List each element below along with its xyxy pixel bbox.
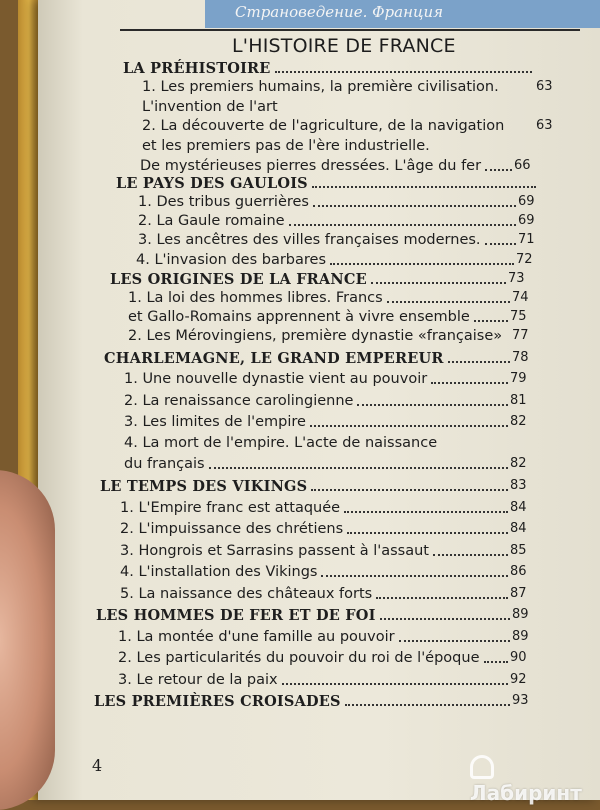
toc-section-title: LES HOMMES DE FER ET DE FOI xyxy=(96,607,376,624)
toc-page-number: 89 xyxy=(512,607,529,622)
toc-entry-title: du français xyxy=(124,456,205,472)
toc-entry-title: 3. Hongrois et Sarrasins passent à l'assaut xyxy=(120,543,429,559)
toc-leader xyxy=(387,298,510,303)
toc-entry xyxy=(0,500,600,522)
toc-leader xyxy=(484,658,509,663)
toc-page-number: 75 xyxy=(510,309,527,324)
toc-page-number: 85 xyxy=(510,543,527,558)
page-number: 4 xyxy=(92,756,103,775)
toc-entry-title: 4. L'invasion des barbares xyxy=(136,252,326,268)
toc-entry-title: et les premiers pas de l'ère industrielle. xyxy=(142,138,430,154)
toc-entry xyxy=(0,232,600,254)
toc-page-number: 82 xyxy=(510,414,527,429)
toc-entry xyxy=(0,543,600,565)
toc-page-number: 83 xyxy=(510,478,527,493)
watermark xyxy=(470,755,600,805)
toc-leader xyxy=(313,202,516,207)
toc-page-number: 74 xyxy=(512,290,529,305)
toc-section-title: LES ORIGINES DE LA FRANCE xyxy=(110,271,367,288)
toc-entry-title: L'invention de l'art xyxy=(142,99,278,115)
toc-page-number: 69 xyxy=(518,213,535,228)
toc-page-number: 84 xyxy=(510,521,527,536)
running-head: Страноведение. Франция xyxy=(235,3,444,21)
toc-entry-title: De mystérieuses pierres dressées. L'âge du fer xyxy=(140,158,482,174)
toc-entry xyxy=(0,118,600,140)
toc-leader xyxy=(474,317,508,322)
toc-entry-title: 2. La Gaule romaine xyxy=(138,213,285,229)
toc-page-number: 77 xyxy=(512,328,529,343)
toc-section xyxy=(0,693,600,715)
toc-entry-title: 1. La loi des hommes libres. Francs xyxy=(128,290,383,306)
toc-page-number: 79 xyxy=(510,371,527,386)
toc-entry xyxy=(0,371,600,393)
toc-entry xyxy=(0,564,600,586)
toc-leader xyxy=(485,240,516,245)
toc-page-number: 66 xyxy=(514,158,531,173)
toc-entry xyxy=(0,79,600,101)
toc-entry-title: 1. La montée d'une famille au pouvoir xyxy=(118,629,395,645)
toc-leader xyxy=(209,464,508,469)
toc-section xyxy=(0,478,600,500)
toc-leader xyxy=(310,422,508,427)
page-title: L'HISTOIRE DE FRANCE xyxy=(232,35,456,57)
toc-page-number: 92 xyxy=(510,672,527,687)
toc-entry-title: 3. Les limites de l'empire xyxy=(124,414,306,430)
toc-leader xyxy=(345,701,510,706)
toc-entry xyxy=(0,650,600,672)
toc-section-title: LE TEMPS DES VIKINGS xyxy=(100,478,308,495)
toc-entry xyxy=(0,393,600,415)
toc-section xyxy=(0,607,600,629)
toc-entry-title: 2. L'impuissance des chrétiens xyxy=(120,521,344,537)
toc-leader xyxy=(282,680,508,685)
toc-entry-title: 5. La naissance des châteaux forts xyxy=(120,586,373,602)
toc-leader xyxy=(433,551,508,556)
toc-leader xyxy=(431,379,508,384)
toc-section-title: LES PREMIÈRES CROISADES xyxy=(94,693,341,710)
toc-leader xyxy=(485,166,512,171)
toc-page-number: 72 xyxy=(516,252,533,267)
toc-page-number: 82 xyxy=(510,456,527,471)
toc-leader xyxy=(371,279,506,284)
toc-entry-title: 3. Les ancêtres des villes françaises modernes. xyxy=(138,232,481,248)
toc-page-number: 73 xyxy=(508,271,525,286)
toc-page-number: 63 xyxy=(536,118,553,133)
toc-leader xyxy=(347,529,508,534)
toc-leader xyxy=(321,572,508,577)
toc-page-number: 87 xyxy=(510,586,527,601)
running-head-band xyxy=(205,0,600,28)
toc-page-number: 89 xyxy=(512,629,529,644)
labirint-logo-icon xyxy=(470,755,494,779)
toc-entry-title: et Gallo-Romains apprennent à vivre ensemble xyxy=(128,309,470,325)
toc-entry-title: 2. Les Mérovingiens, première dynastie «française» xyxy=(128,328,503,344)
toc-leader xyxy=(311,486,508,491)
toc-entry xyxy=(0,521,600,543)
toc-section-title: LA PRÉHISTOIRE xyxy=(123,60,271,77)
toc-entry-title: 4. L'installation des Vikings xyxy=(120,564,318,580)
toc-entry-title: 1. L'Empire franc est attaquée xyxy=(120,500,341,516)
toc-entry-title: 4. La mort de l'empire. L'acte de naissance xyxy=(124,435,438,451)
toc-section-title: LE PAYS DES GAULOIS xyxy=(116,175,308,192)
toc-entry xyxy=(0,328,600,350)
toc-leader xyxy=(330,260,514,265)
toc-page-number: 86 xyxy=(510,564,527,579)
toc-leader xyxy=(289,221,516,226)
toc-page-number: 63 xyxy=(536,79,553,94)
toc-leader xyxy=(380,615,510,620)
toc-entry xyxy=(0,414,600,436)
toc-entry-title: 1. Des tribus guerrières xyxy=(138,194,309,210)
toc-entry xyxy=(0,138,600,160)
watermark-text: Лабиринт xyxy=(470,781,582,805)
toc-entry-title: 3. Le retour de la paix xyxy=(118,672,278,688)
toc-entry-title: 1. Une nouvelle dynastie vient au pouvoir xyxy=(124,371,428,387)
toc-entry-title: 2. La renaissance carolingienne xyxy=(124,393,354,409)
toc-page-number: 81 xyxy=(510,393,527,408)
toc-entry xyxy=(0,456,600,478)
toc-leader xyxy=(275,68,532,73)
toc-entry xyxy=(0,586,600,608)
toc-page-number: 69 xyxy=(518,194,535,209)
toc-leader xyxy=(357,401,508,406)
toc-entry-title: 2. Les particularités du pouvoir du roi de l'époque xyxy=(118,650,480,666)
toc-section-title: CHARLEMAGNE, LE GRAND EMPEREUR xyxy=(104,350,444,367)
toc-page-number: 78 xyxy=(512,350,529,365)
toc-entry xyxy=(0,672,600,694)
toc-page-number: 84 xyxy=(510,500,527,515)
toc-page-number: 71 xyxy=(518,232,535,247)
toc-entry xyxy=(0,629,600,651)
header-rule xyxy=(120,29,580,31)
toc-entry-title: 2. La découverte de l'agriculture, de la navigation xyxy=(142,118,505,134)
toc-page-number: 93 xyxy=(512,693,529,708)
toc-section xyxy=(0,350,600,372)
toc-leader xyxy=(399,637,510,642)
toc-entry-title: 1. Les premiers humains, la première civilisation. xyxy=(142,79,499,95)
toc-leader xyxy=(376,594,508,599)
toc-entry xyxy=(0,435,600,457)
toc-page-number: 90 xyxy=(510,650,527,665)
toc-leader xyxy=(344,508,508,513)
toc-leader xyxy=(448,358,510,363)
toc-leader xyxy=(312,183,536,188)
